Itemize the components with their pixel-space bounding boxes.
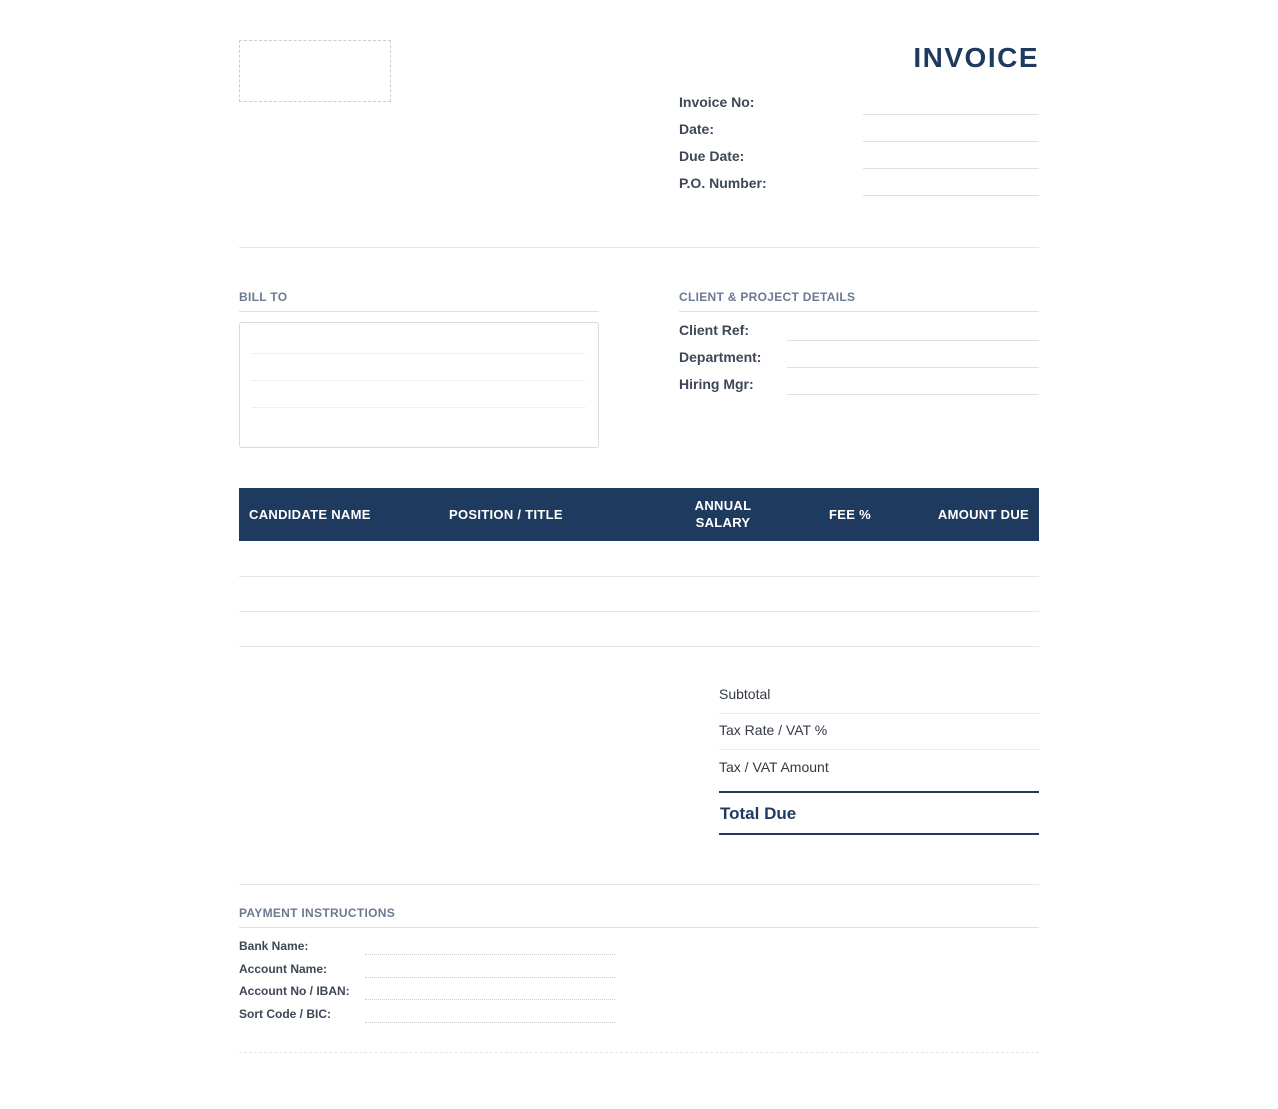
- table-row[interactable]: [239, 541, 1039, 577]
- bank-name-row: [239, 939, 615, 962]
- tax-rate-label: Tax Rate / VAT %: [719, 722, 828, 738]
- client-ref-row: [679, 322, 1039, 349]
- department-field[interactable]: [787, 367, 1039, 368]
- client-ref-label: Client Ref:: [679, 322, 749, 338]
- sort-code-label: Sort Code / BIC:: [239, 1007, 331, 1021]
- po-number-label: P.O. Number:: [679, 175, 767, 191]
- payment-instructions-title: PAYMENT INSTRUCTIONS: [239, 906, 396, 920]
- due-date-field[interactable]: [863, 168, 1039, 169]
- hiring-mgr-field[interactable]: [787, 394, 1039, 395]
- sort-code-row: [239, 1007, 615, 1030]
- total-due-label: Total Due: [720, 804, 797, 823]
- account-name-row: [239, 962, 615, 985]
- bill-to-line[interactable]: [252, 380, 586, 381]
- bill-to-box[interactable]: [239, 322, 599, 448]
- tax-amount-label: Tax / VAT Amount: [719, 759, 829, 775]
- logo-placeholder[interactable]: [239, 40, 391, 102]
- bill-to-title: BILL TO: [239, 290, 288, 304]
- column-header-annual-salary: ANNUAL SALARY: [694, 498, 752, 530]
- date-label: Date:: [679, 121, 715, 137]
- footer-divider: [239, 1052, 1039, 1053]
- bill-to-line[interactable]: [252, 407, 586, 408]
- bank-name-label: Bank Name:: [239, 939, 309, 953]
- invoice-title: INVOICE: [913, 42, 1039, 73]
- invoice-number-field[interactable]: [863, 114, 1039, 115]
- column-header-amount-due: AMOUNT DUE: [937, 507, 1029, 522]
- table-row[interactable]: [239, 611, 1039, 647]
- department-label: Department:: [679, 349, 762, 365]
- due-date-row: [679, 148, 1039, 175]
- po-number-field[interactable]: [863, 195, 1039, 196]
- table-header: [239, 488, 1039, 541]
- invoice-number-label: Invoice No:: [679, 94, 755, 110]
- column-header-candidate-name: CANDIDATE NAME: [249, 507, 371, 522]
- sort-code-field[interactable]: [365, 1022, 615, 1023]
- po-number-row: [679, 175, 1039, 202]
- department-row: [679, 349, 1039, 376]
- bill-to-line[interactable]: [252, 353, 586, 354]
- bank-name-field[interactable]: [365, 954, 615, 955]
- account-number-label: Account No / IBAN:: [239, 984, 350, 998]
- account-name-label: Account Name:: [239, 962, 328, 976]
- client-details-rule: [679, 311, 1039, 312]
- client-details-title: CLIENT & PROJECT DETAILS: [679, 290, 856, 304]
- subtotal-row: [719, 676, 1039, 714]
- account-name-field[interactable]: [365, 977, 615, 978]
- tax-rate-row: [719, 712, 1039, 750]
- column-header-position: POSITION / TITLE: [449, 507, 563, 522]
- payment-instructions-rule: [239, 927, 1039, 928]
- account-number-field[interactable]: [365, 999, 615, 1000]
- tax-amount-row: [719, 749, 1039, 786]
- date-row: [679, 121, 1039, 148]
- invoice-number-row: [679, 94, 1039, 121]
- account-number-row: [239, 984, 615, 1007]
- due-date-label: Due Date:: [679, 148, 745, 164]
- table-row[interactable]: [239, 576, 1039, 612]
- hiring-mgr-row: [679, 376, 1039, 403]
- subtotal-label: Subtotal: [719, 686, 771, 702]
- total-due-row: [719, 791, 1039, 835]
- payment-divider: [239, 884, 1039, 885]
- column-header-fee: FEE %: [829, 507, 871, 522]
- hiring-mgr-label: Hiring Mgr:: [679, 376, 754, 392]
- client-ref-field[interactable]: [787, 340, 1039, 341]
- bill-to-rule: [239, 311, 599, 312]
- header-divider: [239, 247, 1039, 248]
- date-field[interactable]: [863, 141, 1039, 142]
